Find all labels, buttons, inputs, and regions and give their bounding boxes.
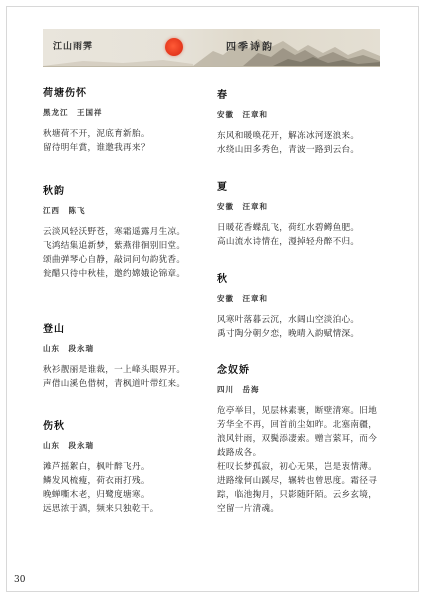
poem-author: 四川 岳海 <box>217 385 260 394</box>
poem-line: 空留一片清魂。 <box>217 504 280 514</box>
poem-title: 秋韵 <box>43 186 65 197</box>
poem-line: 高山流水诗情在，漫掉轻舟醉不归。 <box>217 237 360 247</box>
poem-line: 歧路成各。 <box>217 448 262 458</box>
header-banner <box>43 29 380 67</box>
poem-author: 江西 陈飞 <box>43 206 86 215</box>
banner-left-title: 江山雨霁 <box>53 42 94 52</box>
poem-line: 秋衫靓丽是谁裁，一上峰头眼界开。 <box>43 365 186 375</box>
poem-right-3 <box>217 270 359 341</box>
poem-line: 枉叹长梦孤寂，初心无果，岂是衷情薄。 <box>217 462 378 472</box>
poem-line: 水绕山田多秀色，青波一路到云台。 <box>217 145 360 155</box>
poem-line: 晚蝉嘶木老，归鹭度塘寒。 <box>43 490 150 500</box>
poem-title: 春 <box>217 90 228 101</box>
poem-line: 声借山溪色借树，青枫道叶带红来。 <box>43 379 186 389</box>
poem-author: 黑龙江 王国祥 <box>43 108 103 117</box>
poem-line: 东风和暖唤花开，解冻冰河逐浪来。 <box>217 131 360 141</box>
poem-right-1 <box>217 86 359 157</box>
poem-line: 风寒叶落暮云沉，水阔山空淡泊心。 <box>217 315 360 325</box>
poem-line: 滩芦摇絮白，枫叶醉飞丹。 <box>43 462 150 472</box>
poem-line: 踪，临池掬月，只影随阡陌。云乡玄境， <box>217 490 378 500</box>
poem-author: 安徽 汪章和 <box>217 202 268 211</box>
poem-line: 危亭举目，见层林素裹，断壁清寒。旧地 <box>217 406 378 416</box>
poem-line: 秋塘荷不开，泥底育新胎。 <box>43 129 150 139</box>
page-number: 30 <box>14 575 26 585</box>
poem-author: 安徽 汪章和 <box>217 110 268 119</box>
poem-right-2 <box>217 178 359 249</box>
poem-title: 登山 <box>43 324 65 335</box>
poem-line: 日暖花香蝶乱飞，荷红水碧鳟鱼肥。 <box>217 223 360 233</box>
poem-line: 留待明年賞，谁邀我再来？ <box>43 143 150 153</box>
poem-right-4 <box>217 361 377 516</box>
poem-line: 瓮醋只待中秋桂，邀约嫦娥论锦章。 <box>43 269 186 279</box>
poem-title: 荷塘伤怀 <box>43 88 87 99</box>
poem-title: 夏 <box>217 182 228 193</box>
poem-author: 安徽 汪章和 <box>217 294 268 303</box>
poem-author: 山东 段永瑞 <box>43 344 94 353</box>
poem-line: 颂曲弹琴心自静，敲词问句韵犹香。 <box>43 255 186 265</box>
poem-line: 芳华全不再，回首前尘如昨。北塞南疆， <box>217 420 378 430</box>
poem-title: 伤秋 <box>43 421 65 432</box>
poem-left-2 <box>43 182 185 281</box>
mountain-illustration <box>43 29 380 66</box>
poem-line: 飞鸿结集追新梦，紫燕徘徊别旧堂。 <box>43 241 186 251</box>
poem-left-4 <box>43 417 159 516</box>
poem-line: 进路缘何山蹊尽，辗转也曾思度。霜径寻 <box>217 476 378 486</box>
poem-author: 山东 段永瑞 <box>43 441 94 450</box>
poem-line: 浪风针雨，双鬓添凄索。赠言萦耳，而今 <box>217 434 378 444</box>
poem-line: 鳞发风梳瘦，荷衣雨打残。 <box>43 476 150 486</box>
poem-line: 禹寸陶分朝夕恋，晚晴入韵赋情深。 <box>217 329 360 339</box>
poem-left-3 <box>43 320 185 391</box>
poem-line: 远思浓于酒，频来只独乾干。 <box>43 504 159 514</box>
poem-title: 念奴娇 <box>217 365 250 376</box>
poem-left-1 <box>43 84 150 155</box>
red-sun-icon <box>165 38 183 56</box>
poem-line: 云淡风轻沃野苍，寒霜遥露月生凉。 <box>43 227 186 237</box>
poem-title: 秋 <box>217 274 228 285</box>
section-title: 四季诗韵 <box>226 42 274 53</box>
